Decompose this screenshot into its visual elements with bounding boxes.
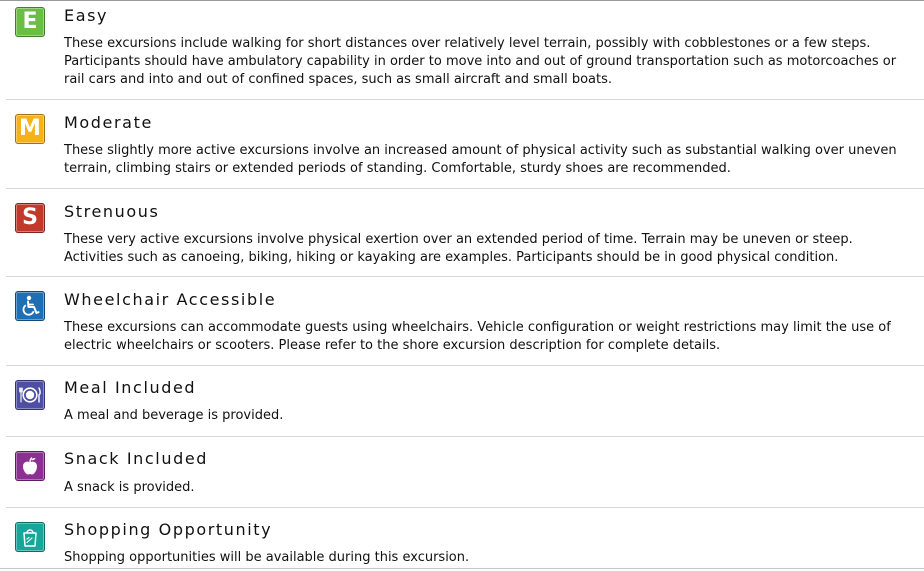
- legend-row-easy: [0, 0, 924, 99]
- strenuous-icon: S: [15, 203, 45, 233]
- row-title: Moderate: [64, 113, 153, 132]
- row-description: These slightly more active excursions involve an increased amount of physical activity such as substantial walking over uneven terrain, climbing stairs or extended periods of standing. Comfortable, sturdy shoes are recommended.: [64, 143, 897, 176]
- row-title: Wheelchair Accessible: [64, 290, 277, 309]
- apple-icon: [15, 451, 45, 481]
- easy-icon: E: [15, 7, 45, 37]
- row-title: Snack Included: [64, 449, 209, 468]
- row-title: Easy: [64, 6, 109, 25]
- legend-row-meal: [0, 366, 924, 436]
- legend-row-strenuous: [0, 189, 924, 276]
- row-title: Strenuous: [64, 202, 160, 221]
- row-description: A snack is provided.: [64, 480, 195, 495]
- row-title: Shopping Opportunity: [64, 520, 273, 539]
- legend-row-snack: [0, 437, 924, 507]
- legend-row-wheelchair: [0, 277, 924, 365]
- meal-plate-icon: [15, 380, 45, 410]
- legend-row-moderate: [0, 100, 924, 188]
- row-description: A meal and beverage is provided.: [64, 408, 284, 423]
- shopping-bag-icon: [15, 522, 45, 552]
- row-description: Shopping opportunities will be available during this excursion.: [64, 550, 470, 565]
- row-title: Meal Included: [64, 378, 197, 397]
- row-description: These excursions can accommodate guests using wheelchairs. Vehicle configuration or weight restrictions may limit the use of electric wheelchairs or scooters. Please refer to the shore excursion description for complete details.: [64, 320, 891, 353]
- legend-row-shopping: [0, 508, 924, 568]
- moderate-icon: M: [15, 114, 45, 144]
- row-description: These excursions include walking for short distances over relatively level terrain, possibly with cobblestones or a few steps. Participants should have ambulatory capability in order to move into and out of ground transportation such as motorcoaches or rail cars and into and out of confined spaces, such as small aircraft and small boats.: [64, 36, 897, 87]
- bottom-rule: [0, 568, 924, 569]
- row-description: These very active excursions involve physical exertion over an extended period of time. Terrain may be uneven or steep. Activities such as canoeing, biking, hiking or kayaking are examples. Participants should be in good physical condition.: [64, 232, 853, 265]
- wheelchair-icon: [15, 291, 45, 321]
